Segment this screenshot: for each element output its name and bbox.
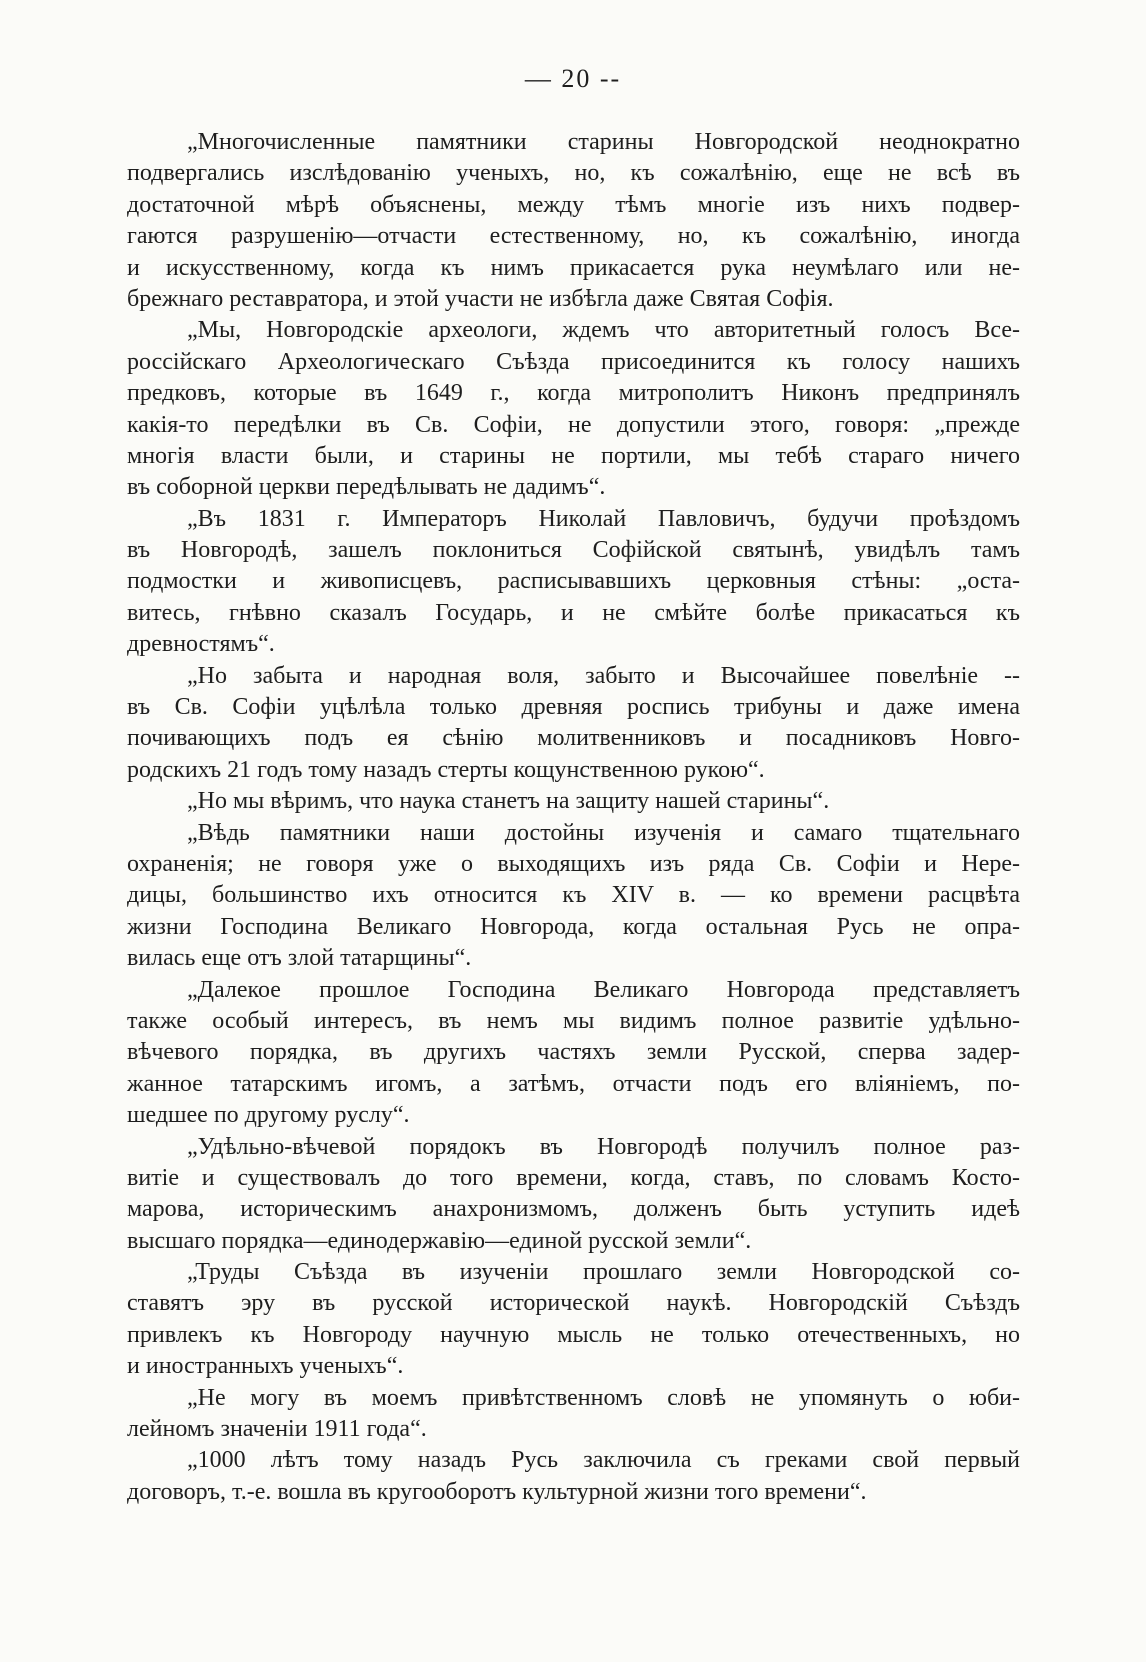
paragraph bbox=[127, 127, 1020, 315]
text-line: подмостки и живописцевъ, расписывавшихъ церковныя стѣны: „оста- bbox=[127, 568, 1020, 595]
text-line: охраненія; не говоря уже о выходящихъ изъ ряда Св. Софіи и Нере- bbox=[127, 850, 1020, 877]
text-line: марова, историческимъ анахронизмомъ, долженъ быть уступить идеѣ bbox=[127, 1196, 1020, 1223]
text-line: вѣчевого порядка, въ другихъ частяхъ земли Русской, сперва задер- bbox=[127, 1039, 1020, 1066]
text-line: подвергались изслѣдованію ученыхъ, но, къ сожалѣнію, еще не всѣ въ bbox=[127, 160, 1020, 187]
text-line: „Вѣдь памятники наши достойны изученія и самаго тщательнаго bbox=[187, 819, 1020, 846]
paragraph bbox=[127, 975, 1020, 1132]
paragraph bbox=[127, 661, 1020, 787]
text-line: жизни Господина Великаго Новгорода, когда остальная Русь не опра- bbox=[127, 913, 1020, 940]
text-line: договоръ, т.-е. вошла въ кругооборотъ культурной жизни того времени“. bbox=[127, 1478, 867, 1505]
text-line: брежнаго реставратора, и этой участи не избѣгла даже Святая Софія. bbox=[127, 285, 834, 312]
text-line: въ соборной церкви передѣлывать не дадимъ“. bbox=[127, 474, 606, 501]
body-text bbox=[127, 127, 1020, 1508]
text-line: „Въ 1831 г. Императоръ Николай Павловичъ, будучи проѣздомъ bbox=[187, 505, 1020, 532]
text-line: въ Новгородѣ, зашелъ поклониться Софійской святынѣ, увидѣлъ тамъ bbox=[127, 537, 1020, 564]
paragraph bbox=[127, 1257, 1020, 1383]
text-line: какія-то передѣлки въ Св. Софіи, не допустили этого, говоря: „прежде bbox=[127, 411, 1020, 438]
text-line: „Но мы вѣримъ, что наука станетъ на защиту нашей старины“. bbox=[187, 788, 830, 815]
text-line: достаточной мѣрѣ объяснены, между тѣмъ многіе изъ нихъ подвер- bbox=[127, 191, 1020, 218]
paragraph bbox=[127, 1132, 1020, 1258]
text-line: „1000 лѣтъ тому назадъ Русь заключила съ греками свой первый bbox=[187, 1447, 1020, 1474]
text-line: „Далекое прошлое Господина Великаго Новгорода представляетъ bbox=[187, 976, 1020, 1003]
text-line: витіе и существовалъ до того времени, когда, ставъ, по словамъ Косто- bbox=[127, 1164, 1020, 1191]
text-line: древностямъ“. bbox=[127, 631, 275, 658]
text-line: и иностранныхъ ученыхъ“. bbox=[127, 1353, 404, 1380]
text-line: многія власти были, и старины не портили, мы тебѣ стараго ничего bbox=[127, 442, 1020, 469]
text-line: „Удѣльно-вѣчевой порядокъ въ Новгородѣ получилъ полное раз- bbox=[187, 1133, 1020, 1160]
paragraph bbox=[127, 1383, 1020, 1446]
text-line: „Но забыта и народная воля, забыто и Высочайшее повелѣніе -- bbox=[187, 662, 1020, 689]
text-line: и искусственному, когда къ нимъ прикасается рука неумѣлаго или не- bbox=[127, 254, 1020, 281]
text-line: „Не могу въ моемъ привѣтственномъ словѣ не упомянуть о юби- bbox=[187, 1384, 1020, 1411]
text-line: дицы, большинство ихъ относится къ XIV в. — ко времени расцвѣта bbox=[127, 882, 1020, 909]
text-line: „Мы, Новгородскіе археологи, ждемъ что авторитетный голосъ Все- bbox=[187, 317, 1020, 344]
text-line: также особый интересъ, въ немъ мы видимъ полное развитіе удѣльно- bbox=[127, 1007, 1020, 1034]
page-number: — 20 -- bbox=[524, 64, 622, 93]
text-line: ставятъ эру въ русской исторической наукѣ. Новгородскій Съѣздъ bbox=[127, 1290, 1020, 1317]
text-line: витесь, гнѣвно сказалъ Государь, и не смѣйте болѣе прикасаться къ bbox=[127, 599, 1020, 626]
text-line: шедшее по другому руслу“. bbox=[127, 1102, 410, 1129]
text-line: гаются разрушенію—отчасти естественному, но, къ сожалѣнію, иногда bbox=[127, 223, 1020, 250]
text-line: „Многочисленные памятники старины Новгородской неоднократно bbox=[187, 129, 1020, 155]
text-line: лейномъ значеніи 1911 года“. bbox=[127, 1416, 427, 1443]
text-line: вилась еще отъ злой татарщины“. bbox=[127, 945, 472, 972]
paragraph bbox=[127, 1445, 1020, 1508]
paragraph bbox=[127, 786, 1020, 817]
text-line: россійскаго Археологическаго Съѣзда присоединится къ голосу нашихъ bbox=[127, 348, 1020, 375]
text-line: привлекъ къ Новгороду научную мысль не только отечественныхъ, но bbox=[127, 1321, 1020, 1348]
text-line: въ Св. Софіи уцѣлѣла только древняя роспись трибуны и даже имена bbox=[127, 694, 1020, 721]
text-line: высшаго порядка—единодержавію—единой русской земли“. bbox=[127, 1227, 752, 1254]
text-line: родскихъ 21 годъ тому назадъ стерты кощунственною рукою“. bbox=[127, 756, 765, 783]
paragraph bbox=[127, 818, 1020, 975]
text-line: жанное татарскимъ игомъ, а затѣмъ, отчасти подъ его вліяніемъ, по- bbox=[127, 1070, 1020, 1097]
paragraph bbox=[127, 315, 1020, 503]
text-line: „Труды Съѣзда въ изученіи прошлаго земли Новгородской со- bbox=[187, 1259, 1020, 1286]
paragraph bbox=[127, 504, 1020, 661]
text-line: предковъ, которые въ 1649 г., когда митрополитъ Никонъ предпринялъ bbox=[127, 380, 1020, 407]
text-line: почивающихъ подъ ея сѣнію молитвенниковъ и посадниковъ Новго- bbox=[127, 725, 1020, 752]
